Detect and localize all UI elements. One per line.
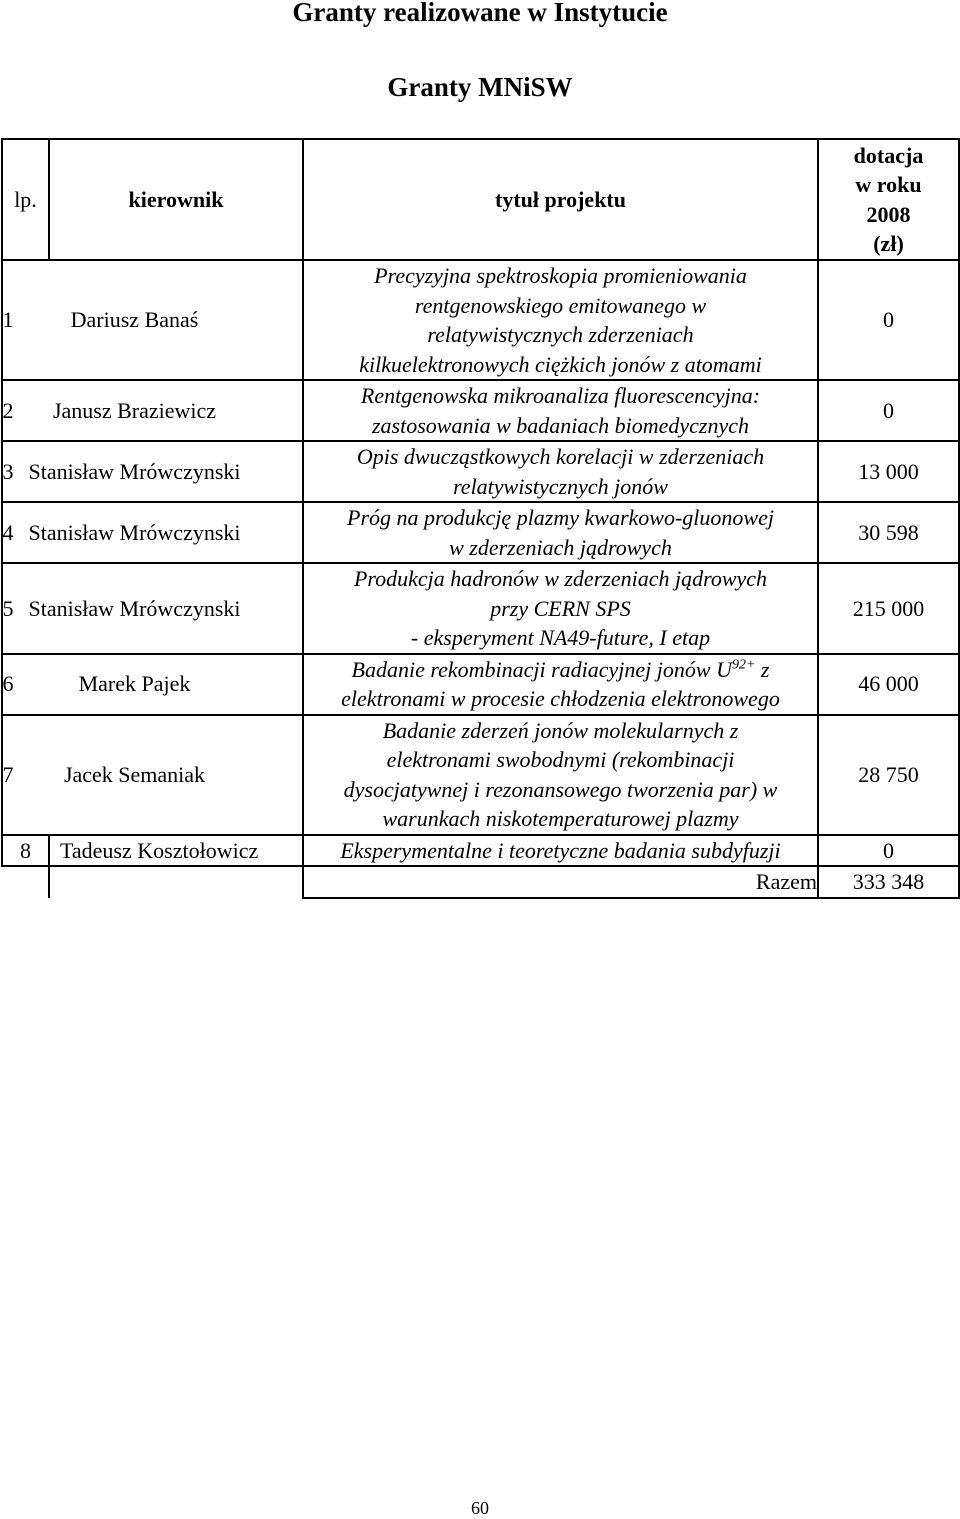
leader-name: Dariusz Banaś <box>70 307 199 333</box>
amount-cell: 0 <box>818 835 959 867</box>
ion-charge-superscript: 92+ <box>731 657 756 673</box>
table-row <box>2 563 959 654</box>
total-label: Razem <box>303 866 818 898</box>
total-row <box>2 866 959 898</box>
project-title-cell <box>303 654 818 715</box>
row-number: 1 <box>2 307 14 333</box>
empty-cell <box>2 866 49 898</box>
leader-cell <box>2 380 303 441</box>
leader-name: Jacek Semaniak <box>63 761 206 787</box>
table-row <box>2 260 959 380</box>
leader-name: Janusz Braziewicz <box>52 397 217 423</box>
amount-cell: 46 000 <box>818 654 959 715</box>
row-number: 8 <box>2 835 49 867</box>
leader-cell <box>2 563 303 654</box>
row-number: 7 <box>2 761 14 787</box>
project-title-line: przy CERN SPS <box>490 595 631 621</box>
table-header-row <box>2 139 959 260</box>
project-title-line: kilkuelektronowych ciężkich jonów z atomami <box>359 351 762 377</box>
project-title-line: Rentgenowska mikroanaliza fluorescencyjna: <box>360 383 761 408</box>
leader-name: Stanisław Mrówczynski <box>28 595 241 621</box>
project-title-line: relatywistycznych zderzeniach <box>427 322 694 347</box>
project-title-cell <box>303 715 818 835</box>
leader-cell <box>2 441 303 502</box>
leader-name: Marek Pajek <box>78 671 191 697</box>
project-title-line: zastosowania w badaniach biomedycznych <box>371 412 750 438</box>
table-row <box>2 502 959 563</box>
project-title-text: z <box>755 656 770 682</box>
project-title-line: warunkach niskotemperaturowej plazmy <box>382 806 739 831</box>
header-funding-line: w roku <box>855 172 922 197</box>
project-title-cell <box>303 260 818 380</box>
project-title-line: elektronami swobodnymi (rekombinacji <box>386 747 735 772</box>
project-title-line: Precyzyjna spektroskopia promieniowania <box>374 263 747 288</box>
project-title-line: w zderzeniach jądrowych <box>449 534 672 560</box>
table-row <box>2 654 959 715</box>
leader-name: Tadeusz Kosztołowicz <box>49 835 303 867</box>
project-title-line: - eksperyment NA49-future, I etap <box>410 625 711 650</box>
header-funding <box>818 139 959 260</box>
header-project-title: tytuł projektu <box>303 139 818 260</box>
project-title-cell <box>303 441 818 502</box>
project-title-line: elektronami w procesie chłodzenia elektronowego <box>341 686 780 711</box>
project-title-line: dysocjatywnej i rezonansowego tworzenia par) w <box>343 776 778 802</box>
grants-table <box>1 138 960 899</box>
row-number: 6 <box>2 671 14 697</box>
project-title-cell <box>303 563 818 654</box>
project-title-cell: Eksperymentalne i teoretyczne badania subdyfuzji <box>303 835 818 867</box>
amount-cell: 30 598 <box>818 502 959 563</box>
row-number: 3 <box>2 458 14 484</box>
project-title-line: Próg na produkcję plazmy kwarkowo-gluonowej <box>347 505 774 530</box>
project-title-line: Opis dwucząstkowych korelacji w zderzeniach <box>356 444 765 469</box>
table-row <box>2 380 959 441</box>
project-title-line: rentgenowskiego emitowanego w <box>414 292 707 318</box>
project-title-line: Produkcja hadronów w zderzeniach jądrowych <box>353 566 768 591</box>
header-lp: lp. <box>2 139 49 260</box>
page-number: 60 <box>471 1498 489 1518</box>
header-funding-line: dotacja <box>853 142 924 168</box>
header-funding-line: (zł) <box>873 231 904 256</box>
leader-cell <box>2 260 303 380</box>
total-amount: 333 348 <box>818 866 959 898</box>
table-row <box>2 715 959 835</box>
section-title: Granty MNiSW <box>387 72 573 102</box>
page-title: Granty realizowane w Instytucie <box>292 0 668 27</box>
project-title-text: Badanie rekombinacji radiacyjnej jonów U <box>351 656 732 682</box>
leader-cell <box>2 502 303 563</box>
leader-cell <box>2 715 303 835</box>
table-row <box>2 835 959 867</box>
amount-cell: 215 000 <box>818 563 959 654</box>
empty-cell <box>49 866 303 898</box>
header-funding-line: 2008 <box>866 201 911 227</box>
leader-cell <box>2 654 303 715</box>
leader-name: Stanisław Mrówczynski <box>28 458 241 484</box>
amount-cell: 13 000 <box>818 441 959 502</box>
project-title-cell <box>303 380 818 441</box>
table-row <box>2 441 959 502</box>
project-title-line <box>304 655 817 685</box>
amount-cell: 28 750 <box>818 715 959 835</box>
row-number: 4 <box>2 519 14 545</box>
project-title-line: relatywistycznych jonów <box>453 473 668 499</box>
amount-cell: 0 <box>818 260 959 380</box>
project-title-line: Badanie zderzeń jonów molekularnych z <box>382 717 739 743</box>
amount-cell: 0 <box>818 380 959 441</box>
project-title-cell <box>303 502 818 563</box>
leader-name: Stanisław Mrówczynski <box>28 519 241 545</box>
header-leader: kierownik <box>49 139 303 260</box>
row-number: 2 <box>2 397 14 423</box>
row-number: 5 <box>2 595 14 621</box>
